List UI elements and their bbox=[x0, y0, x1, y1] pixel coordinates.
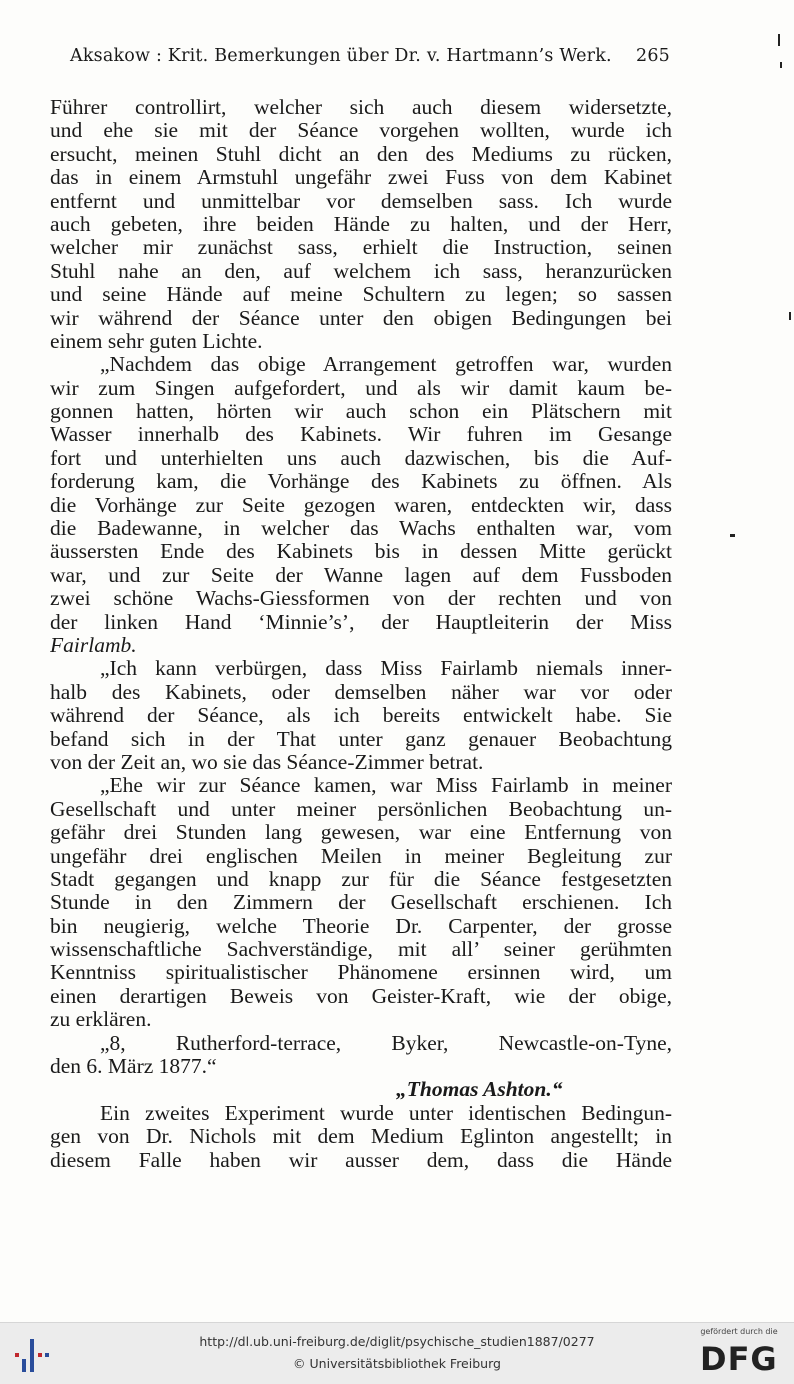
text-line: „Nachdem das obige Arrangement getroffen war, wurden bbox=[100, 353, 672, 377]
margin-mark bbox=[780, 62, 782, 68]
text-line: einem sehr guten Lichte. bbox=[50, 329, 263, 353]
text-line: Gesellschaft und unter meiner persönlichen Beobachtung un- bbox=[50, 797, 672, 821]
text-line: Fairlamb. bbox=[50, 633, 137, 657]
text-line: befand sich in der That unter ganz genauer Beobachtung bbox=[50, 727, 672, 751]
running-title: Aksakow : Krit. Bemerkungen über Dr. v. Hartmann’s Werk. bbox=[70, 46, 612, 66]
permalink-url[interactable]: http://dl.ub.uni-freiburg.de/diglit/psychische_studien1887/0277 bbox=[199, 1334, 595, 1349]
text-line: und seine Hände auf meine Schultern zu legen; so sassen bbox=[50, 283, 672, 307]
text-line: welcher mir zunächst sass, erhielt die Instruction, seinen bbox=[50, 236, 672, 260]
text-line: auch gebeten, ihre beiden Hände zu halten, und der Herr, bbox=[50, 212, 672, 236]
text-line: und ehe sie mit der Séance vorgehen wollten, wurde ich bbox=[50, 119, 672, 143]
text-line: wir während der Séance unter den obigen Bedingungen bei bbox=[50, 306, 672, 330]
text-line: ungefähr drei englischen Meilen in meiner Begleitung zur bbox=[50, 844, 672, 868]
text-line: forderung kam, die Vorhänge des Kabinets zu öffnen. Als bbox=[50, 470, 672, 494]
text-line: wissenschaftliche Sachverständige, mit all’ seiner gerühmten bbox=[50, 938, 672, 962]
text-line: wir zum Singen aufgefordert, und als wir damit kaum be- bbox=[50, 376, 672, 400]
text-line: „Ehe wir zur Séance kamen, war Miss Fairlamb in meiner bbox=[100, 774, 672, 798]
text-line: diesem Falle haben wir ausser dem, dass die Hände bbox=[50, 1148, 672, 1172]
text-line: Stunde in den Zimmern der Gesellschaft erschienen. Ich bbox=[50, 891, 672, 915]
funding-note: gefördert durch die bbox=[700, 1327, 778, 1336]
text-line: Stuhl nahe an den, auf welchem ich sass, heranzurücken bbox=[50, 259, 672, 283]
text-line: einen derartigen Beweis von Geister-Kraft, wie der obige, bbox=[50, 984, 672, 1008]
text-line: Ein zweites Experiment wurde unter identischen Bedingun- bbox=[100, 1101, 672, 1125]
text-line: Stadt gegangen und knapp zur für die Séance festgesetzten bbox=[50, 867, 672, 891]
text-line: die Vorhänge zur Seite gezogen waren, entdeckten wir, dass bbox=[50, 493, 672, 517]
text-line: gefähr drei Stunden lang gewesen, war eine Entfernung von bbox=[50, 821, 672, 845]
margin-mark bbox=[730, 534, 735, 537]
text-line: zwei schöne Wachs-Giessformen von der rechten und von bbox=[50, 587, 672, 611]
text-line: äussersten Ende des Kabinets bis in dessen Mitte gerückt bbox=[50, 540, 672, 564]
text-line: halb des Kabinets, oder demselben näher war vor oder bbox=[50, 680, 672, 704]
page-header bbox=[70, 46, 670, 76]
text-line: Wasser innerhalb des Kabinets. Wir fuhren im Gesange bbox=[50, 423, 672, 447]
text-line: entfernt und unmittelbar vor demselben sass. Ich wurde bbox=[50, 189, 672, 213]
text-line: bin neugierig, welche Theorie Dr. Carpenter, der grosse bbox=[50, 914, 672, 938]
viewer-footer bbox=[0, 1322, 794, 1384]
text-line: „8, Rutherford-terrace, Byker, Newcastle-on-Tyne, bbox=[100, 1031, 672, 1055]
funder-block bbox=[694, 1327, 784, 1381]
page-number: 265 bbox=[635, 46, 670, 66]
text-line: fort und unterhielten uns auch dazwischen, bis die Auf- bbox=[50, 446, 672, 470]
signature-line: „Thomas Ashton.“ bbox=[396, 1078, 563, 1102]
text-line: Kenntniss spiritualistischer Phänomene ersinnen wird, um bbox=[50, 961, 672, 985]
text-line: den 6. März 1877.“ bbox=[50, 1055, 217, 1079]
text-line: war, und zur Seite der Wanne lagen auf dem Fussboden bbox=[50, 563, 672, 587]
text-line: der linken Hand ‘Minnie’s’, der Hauptleiterin der Miss bbox=[50, 610, 672, 634]
text-line: zu erklären. bbox=[50, 1008, 152, 1032]
text-line: „Ich kann verbürgen, dass Miss Fairlamb niemals inner- bbox=[100, 657, 672, 681]
copyright-notice: © Universitätsbibliothek Freiburg bbox=[293, 1356, 501, 1371]
dfg-logo-icon: DFG bbox=[700, 1340, 778, 1378]
text-line: ersucht, meinen Stuhl dicht an den des Mediums zu rücken, bbox=[50, 142, 672, 166]
text-line: von der Zeit an, wo sie das Séance-Zimmer betrat. bbox=[50, 750, 484, 774]
margin-mark bbox=[778, 34, 780, 46]
text-line: die Badewanne, in welcher das Wachs enthalten war, vom bbox=[50, 517, 672, 541]
text-line: während der Séance, als ich bereits entwickelt habe. Sie bbox=[50, 704, 672, 728]
text-line: Führer controllirt, welcher sich auch diesem widersetzte, bbox=[50, 96, 672, 119]
text-line: gonnen hatten, hörten wir auch schon ein Plätschern mit bbox=[50, 400, 672, 424]
margin-mark bbox=[789, 312, 791, 320]
text-line: das in einem Armstuhl ungefähr zwei Fuss von dem Kabinet bbox=[50, 166, 672, 190]
body-text bbox=[50, 96, 672, 1172]
text-line: gen von Dr. Nichols mit dem Medium Eglinton angestellt; in bbox=[50, 1125, 672, 1149]
